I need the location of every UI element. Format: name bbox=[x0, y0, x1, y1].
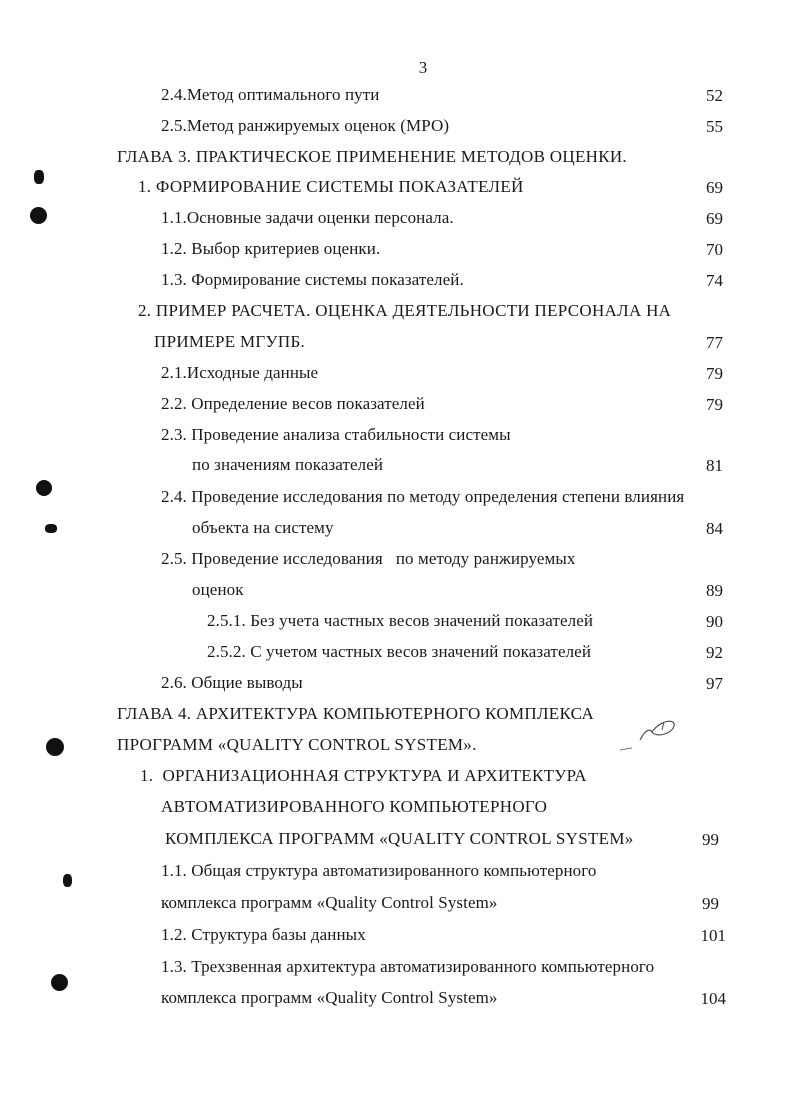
toc-page-number: 97 bbox=[706, 674, 723, 693]
toc-entry: комплекса программ «Quality Control System» bbox=[161, 988, 498, 1007]
handwritten-mark-icon bbox=[612, 712, 682, 758]
toc-entry: 1.3. Трехзвенная архитектура автоматизированного компьютерного bbox=[161, 957, 655, 976]
toc-entry: 2.4. Проведение исследования по методу определения степени влияния bbox=[161, 487, 685, 506]
toc-entry: 2.6. Общие выводы bbox=[161, 673, 303, 692]
toc-page-number: 90 bbox=[706, 612, 723, 631]
toc-page-number: 79 bbox=[706, 364, 723, 383]
toc-entry: 2.2. Определение весов показателей bbox=[161, 394, 425, 413]
toc-chapter-heading: ГЛАВА 4. АРХИТЕКТУРА КОМПЬЮТЕРНОГО КОМПЛЕКСА bbox=[117, 704, 595, 723]
toc-entry: 2.5.2. С учетом частных весов значений показателей bbox=[207, 642, 592, 661]
toc-page-number: 84 bbox=[706, 519, 723, 538]
toc-page-number: 77 bbox=[706, 333, 723, 352]
toc-section-heading: КОМПЛЕКСА ПРОГРАММ «QUALITY CONTROL SYSTEM» bbox=[165, 829, 634, 848]
toc-entry: оценок bbox=[192, 580, 244, 599]
toc-entry: по значениям показателей bbox=[192, 455, 384, 474]
toc-entry: 1.2. Выбор критериев оценки. bbox=[161, 239, 381, 258]
toc-entry: 1.3. Формирование системы показателей. bbox=[161, 270, 464, 289]
toc-page-number: 99 bbox=[702, 830, 719, 849]
toc-page-number: 104 bbox=[700, 989, 726, 1008]
toc-section-heading: 2. ПРИМЕР РАСЧЕТА. ОЦЕНКА ДЕЯТЕЛЬНОСТИ ПЕРСОНАЛА НА bbox=[138, 301, 672, 320]
toc-page-number: 69 bbox=[706, 178, 723, 197]
toc-page-number: 74 bbox=[706, 271, 723, 290]
binder-hole-icon bbox=[46, 738, 64, 756]
toc-entry: объекта на систему bbox=[192, 518, 334, 537]
toc-entry: 2.1.Исходные данные bbox=[161, 363, 319, 382]
toc-entry: 2.3. Проведение анализа стабильности системы bbox=[161, 425, 511, 444]
toc-section-heading: ПРИМЕРЕ МГУПБ. bbox=[154, 332, 306, 351]
toc-entry: 2.5. Проведение исследования по методу ранжируемых bbox=[161, 549, 576, 568]
toc-page-number: 101 bbox=[700, 926, 726, 945]
binder-hole-icon bbox=[30, 207, 47, 224]
toc-entry: 1.2. Структура базы данных bbox=[161, 925, 366, 944]
toc-page-number: 99 bbox=[702, 894, 719, 913]
toc-page-number: 52 bbox=[706, 86, 723, 105]
toc-entry: 2.5.Метод ранжируемых оценок (МРО) bbox=[161, 116, 450, 135]
toc-section-heading: 1. ОРГАНИЗАЦИОННАЯ СТРУКТУРА И АРХИТЕКТУРА bbox=[140, 766, 587, 785]
toc-page-number: 70 bbox=[706, 240, 723, 259]
toc-page-number: 92 bbox=[706, 643, 723, 662]
toc-entry: 2.5.1. Без учета частных весов значений показателей bbox=[207, 611, 594, 630]
toc-page-number: 79 bbox=[706, 395, 723, 414]
toc-section-heading: АВТОМАТИЗИРОВАННОГО КОМПЬЮТЕРНОГО bbox=[161, 797, 548, 816]
toc-entry: 1.1.Основные задачи оценки персонала. bbox=[161, 208, 454, 227]
binder-hole-icon bbox=[36, 480, 52, 496]
toc-page-number: 81 bbox=[706, 456, 723, 475]
toc-entry: 1.1. Общая структура автоматизированного компьютерного bbox=[161, 861, 597, 880]
toc-chapter-heading: ПРОГРАММ «QUALITY CONTROL SYSTEM». bbox=[117, 735, 477, 754]
toc-page-number: 69 bbox=[706, 209, 723, 228]
binder-hole-icon bbox=[51, 974, 68, 991]
page-number: 3 bbox=[418, 58, 428, 77]
scan-speck-icon bbox=[45, 524, 57, 533]
toc-entry: комплекса программ «Quality Control System» bbox=[161, 893, 498, 912]
toc-entry: 2.4.Метод оптимального пути bbox=[161, 85, 380, 104]
toc-page-number: 89 bbox=[706, 581, 723, 600]
toc-chapter-heading: ГЛАВА 3. ПРАКТИЧЕСКОЕ ПРИМЕНЕНИЕ МЕТОДОВ ОЦЕНКИ. bbox=[117, 147, 627, 166]
toc-section-heading: 1. ФОРМИРОВАНИЕ СИСТЕМЫ ПОКАЗАТЕЛЕЙ bbox=[138, 177, 524, 196]
scan-speck-icon bbox=[63, 874, 72, 887]
toc-page-number: 55 bbox=[706, 117, 723, 136]
scan-speck-icon bbox=[34, 170, 44, 184]
